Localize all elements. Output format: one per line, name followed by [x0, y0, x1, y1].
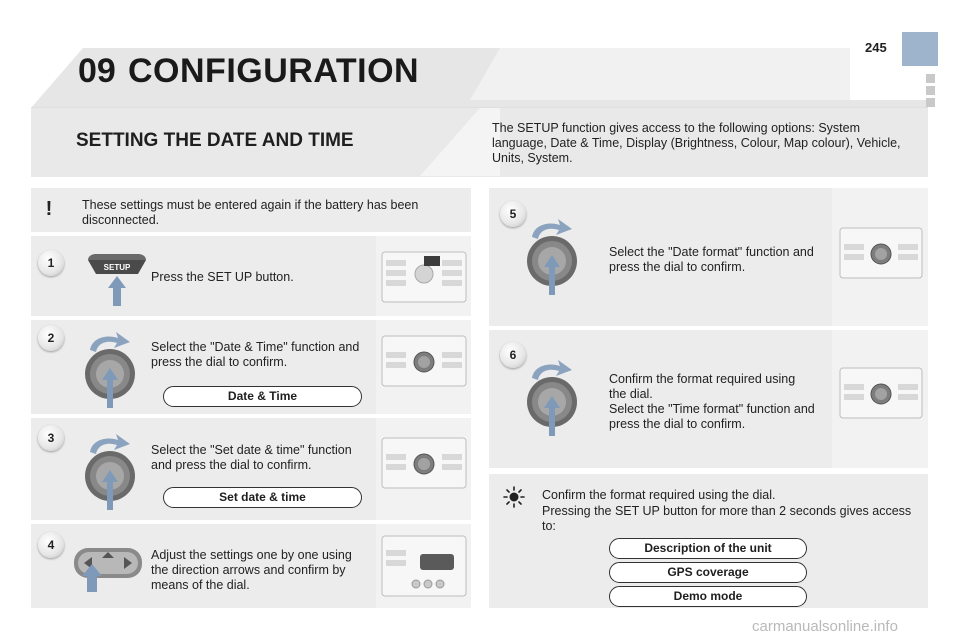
- radio-unit-icon: [838, 226, 924, 280]
- step-number-badge: 2: [38, 325, 64, 351]
- rotary-dial-icon: [78, 328, 142, 412]
- radio-unit-icon: [380, 250, 468, 304]
- step-text: Select the "Date & Time" function and press the dial to confirm.: [151, 340, 360, 369]
- step-text: Press the SET UP button.: [151, 270, 294, 284]
- page-number: 245: [865, 40, 887, 55]
- radio-unit-icon: [838, 366, 924, 420]
- rotary-dial-icon: [520, 356, 584, 440]
- warning-text: These settings must be entered again if the battery has been disconnected.: [82, 198, 419, 227]
- rotary-dial-icon: [520, 215, 584, 299]
- intro-text: The SETUP function gives access to the following options: System language, Date & Time, Display (Brightness, Colour, Map colour), Vehicle, Units, System.: [492, 121, 901, 165]
- direction-arrows-icon: [70, 538, 146, 594]
- step-text: Adjust the settings one by one using the direction arrows and confirm by means of the dial.: [151, 548, 352, 592]
- step-number-badge: 3: [38, 425, 64, 451]
- chapter-tab: [902, 32, 938, 66]
- step-text: Select the "Time format" function and press the dial to confirm.: [609, 402, 815, 431]
- radio-unit-icon: [380, 334, 468, 388]
- step-text: Select the "Date format" function and press the dial to confirm.: [609, 245, 814, 274]
- menu-option-demo-mode: Demo mode: [609, 586, 807, 607]
- tab-marker: [926, 86, 935, 95]
- menu-option-gps-coverage: GPS coverage: [609, 562, 807, 583]
- menu-option-date-time: Date & Time: [163, 386, 362, 407]
- band-divider: [420, 108, 500, 176]
- rotary-dial-icon: [78, 430, 142, 514]
- tab-marker: [926, 74, 935, 83]
- sun-tip-icon: [503, 486, 525, 508]
- tab-marker: [926, 98, 935, 107]
- setup-button-label: SETUP: [103, 263, 131, 272]
- menu-option-description: Description of the unit: [609, 538, 807, 559]
- warning-icon: !: [45, 198, 53, 220]
- chapter-title: CONFIGURATION: [128, 52, 420, 90]
- tip-text: Pressing the SET UP button for more than 2 seconds gives access to:: [542, 504, 912, 533]
- chapter-number: 09: [78, 52, 116, 90]
- radio-unit-icon: [380, 534, 468, 598]
- section-title: SETTING THE DATE AND TIME: [76, 130, 354, 151]
- step-number-badge: 5: [500, 201, 526, 227]
- step-number-badge: 1: [38, 250, 64, 276]
- step-text: Select the "Set date & time" function and press the dial to confirm.: [151, 443, 352, 472]
- setup-button-icon: [86, 252, 148, 308]
- step-text: Confirm the format required using the dial.: [609, 372, 796, 401]
- radio-unit-icon: [380, 436, 468, 490]
- step-number-badge: 4: [38, 532, 64, 558]
- step-number-badge: 6: [500, 342, 526, 368]
- tip-text: Confirm the format required using the dial.: [542, 488, 776, 502]
- menu-option-set-date-time: Set date & time: [163, 487, 362, 508]
- watermark: carmanualsonline.info: [752, 618, 898, 635]
